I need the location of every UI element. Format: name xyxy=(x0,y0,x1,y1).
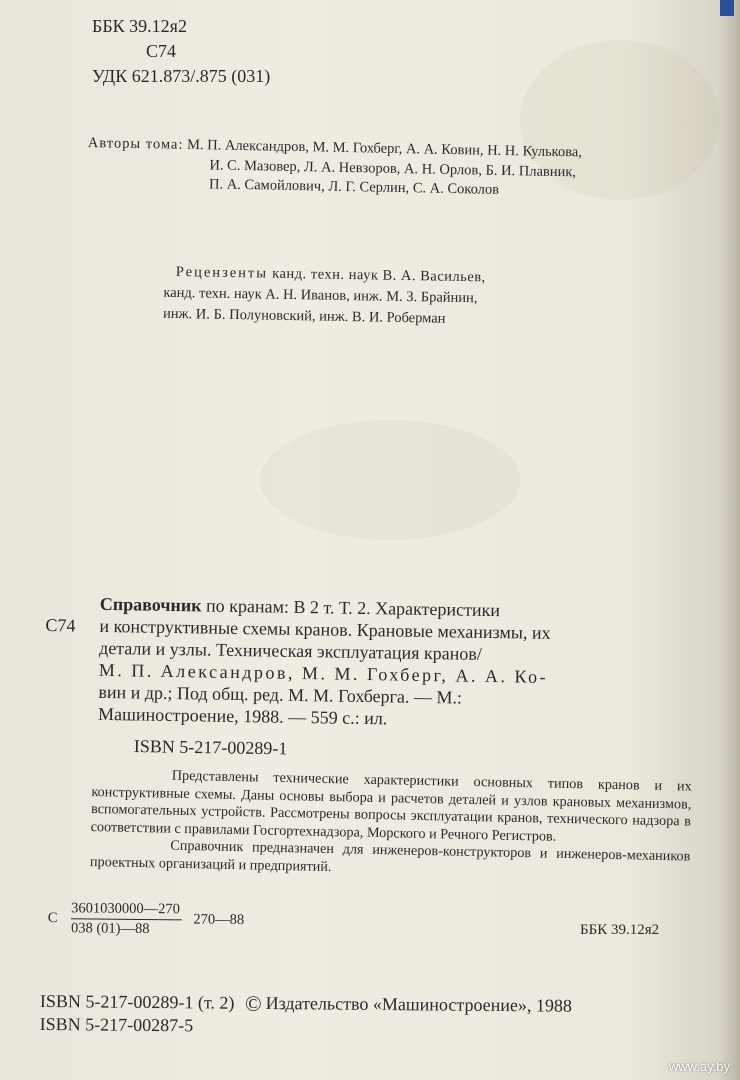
udk-code: УДК 621.873/.875 (031) xyxy=(92,66,271,86)
isbn-volume-note: (т. 2) xyxy=(197,992,235,1013)
formula-numerator: 3601030000—270 xyxy=(71,900,182,920)
authors-line: И. С. Мазовер, Л. А. Невзоров, А. Н. Орлов, Б. И. Плавник, xyxy=(209,156,577,180)
reviewers-line: канд. техн. наук А. Н. Иванов, инж. М. З. Брайнин, xyxy=(163,284,478,307)
bbk-code: ББК 39.12я2 xyxy=(92,16,187,36)
abstract-paragraph: Представлены технические характеристики основных типов кранов и их конструктивные схемы. Даны основы выбора и расчетов деталей и узлов крановых механизмов, вспомогательных устройств. Рассмотрены вопросы эксплуатации кранов, технического надзора в соответствии с правилами Госгортехнадзора, Морского и Речного Регистров. xyxy=(90,767,692,845)
watermark: www.ay.by xyxy=(668,1059,730,1074)
classification-header xyxy=(92,14,270,89)
entry-line: детали и узлы. Техническая эксплуатация кранов/ xyxy=(98,637,483,664)
formula-fraction xyxy=(71,900,182,938)
reviewers-line: канд. техн. наук В. А. Васильев, xyxy=(272,265,486,286)
formula-letter: С xyxy=(47,909,58,927)
footer-bbk: ББК 39.12я2 xyxy=(580,922,660,938)
isbn-volume: ISBN 5-217-00289-1 xyxy=(39,990,194,1013)
author-mark: С74 xyxy=(146,41,177,61)
entry-line: по кранам: В 2 т. Т. 2. Характеристики xyxy=(205,595,501,621)
authors-line: М. П. Александров, М. М. Гохберг, А. А. Ковин, Н. Н. Кулькова, xyxy=(186,136,583,161)
abstract xyxy=(90,766,692,884)
isbn-footer xyxy=(40,990,572,1040)
price-formula xyxy=(48,900,245,939)
entry-line: М. П. Александров, М. М. Гохберг, А. А. Ко- xyxy=(98,659,549,687)
publisher: Издательство «Машиностроение», 1988 xyxy=(265,992,573,1016)
formula-denominator: 038 (01)—88 xyxy=(70,920,150,938)
reviewers-line: инж. И. Б. Полуновский, инж. В. И. Роберман xyxy=(162,305,446,327)
isbn-set: ISBN 5-217-00287-5 xyxy=(39,1013,194,1036)
entry-title: Справочник xyxy=(99,593,202,616)
entry-line: и конструктивные схемы кранов. Крановые механизмы, их xyxy=(99,615,551,643)
abstract-paragraph: Справочник предназначен для инженеров-конструкторов и инженеров-механиков проектных организаций и предприятий. xyxy=(89,837,691,875)
authors-line: П. А. Самойлович, Л. Г. Серлин, С. А. Соколов xyxy=(208,176,500,198)
formula-tail: 270—88 xyxy=(193,911,245,929)
copyright-symbol: © xyxy=(244,990,262,1016)
reviewers-block xyxy=(162,262,636,333)
entry-code: С74 xyxy=(45,614,76,636)
reviewers-label: Рецензенты xyxy=(175,263,269,282)
entry-line: Машиностроение, 1988. — 559 с.: ил. xyxy=(97,703,388,729)
authors-label: Авторы тома: xyxy=(87,134,184,153)
bibliographic-entry xyxy=(44,592,696,734)
entry-line: вин и др.; Под общ. ред. М. М. Гохберга. — М.: xyxy=(98,681,463,708)
entry-isbn: ISBN 5-217-00289-1 xyxy=(133,736,288,759)
paper-stain xyxy=(260,420,520,540)
authors-block xyxy=(87,134,708,204)
page-edge-mark xyxy=(720,0,734,16)
